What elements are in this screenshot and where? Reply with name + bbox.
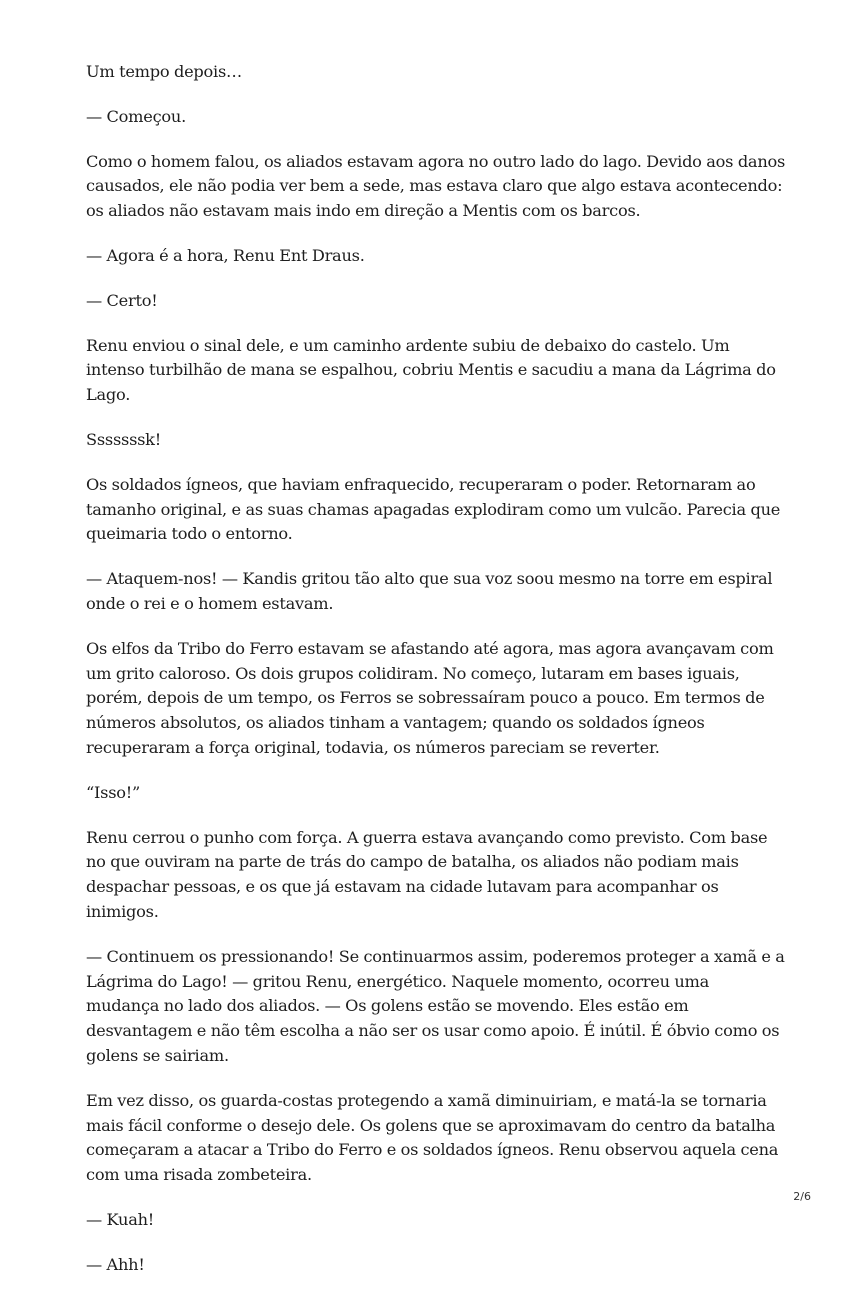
paragraph: Sssssssk! (86, 429, 161, 449)
paragraph: Os elfos da Tribo do Ferro estavam se afastando até agora, mas agora avançavam com um grito caloroso. Os dois grupos colidiram. No começo, lutaram em bases iguais, porém, depois de um tempo, os Ferros se sobressaíram pouco a pouco. Em termos de números absolutos, os aliados tinham a vantagem; quando os soldados ígneos recuperaram a força original, todavia, os números pareciam se reverter. (86, 638, 774, 757)
page-number: 2/6 (793, 1190, 811, 1203)
paragraph: Um tempo depois… (86, 62, 242, 81)
paragraph: Renu enviou o sinal dele, e um caminho ardente subiu de debaixo do castelo. Um intenso turbilhão de mana se espalhou, cobriu Mentis e sacudiu a mana da Lágrima do Lago. (86, 335, 776, 405)
paragraph: Renu cerrou o punho com força. A guerra estava avançando como previsto. Com base no que ouviram na parte de trás do campo de batalha, os aliados não podiam mais despachar pessoas, e os que já estavam na cidade lutavam para acompanhar os inimigos. (86, 827, 768, 921)
paragraph: — Ataquem-nos! — Kandis gritou tão alto que sua voz soou mesmo na torre em espiral onde o rei e o homem estavam. (86, 569, 773, 613)
paragraph: Os soldados ígneos, que haviam enfraquecido, recuperaram o poder. Retornaram ao tamanho original, e as suas chamas apagadas explodiram como um vulcão. Parecia que queimaria todo o entorno. (86, 474, 781, 544)
paragraph: — Ahh! (86, 1254, 145, 1274)
paragraph: Como o homem falou, os aliados estavam agora no outro lado do lago. Devido aos danos causados, ele não podia ver bem a sede, mas estava claro que algo estava acontecendo: os aliados não estavam mais indo em direção a Mentis com os barcos. (86, 151, 786, 221)
paragraph: — Continuem os pressionando! Se continuarmos assim, poderemos proteger a xamã e a Lágrima do Lago! — gritou Renu, energético. Naquele momento, ocorreu uma mudança no lado dos aliados. — Os golens estão se movendo. Eles estão em desvantagem e não têm escolha a não ser os usar como apoio. É inútil. É óbvio como os golens se sairiam. (86, 946, 785, 1065)
paragraph: — Começou. (86, 106, 186, 126)
paragraph: “Isso!” (86, 782, 141, 802)
paragraph: — Kuah! (86, 1209, 155, 1229)
page-body (86, 60, 786, 1297)
paragraph: — Agora é a hora, Renu Ent Draus. (86, 245, 365, 265)
paragraph: Em vez disso, os guarda-costas protegendo a xamã diminuiriam, e matá-la se tornaria mais fácil conforme o desejo dele. Os golens que se aproximavam do centro da batalha começaram a atacar a Tribo do Ferro e os soldados ígneos. Renu observou aquela cena com uma risada zombeteira. (86, 1090, 779, 1185)
paragraph: — Certo! (86, 290, 158, 310)
